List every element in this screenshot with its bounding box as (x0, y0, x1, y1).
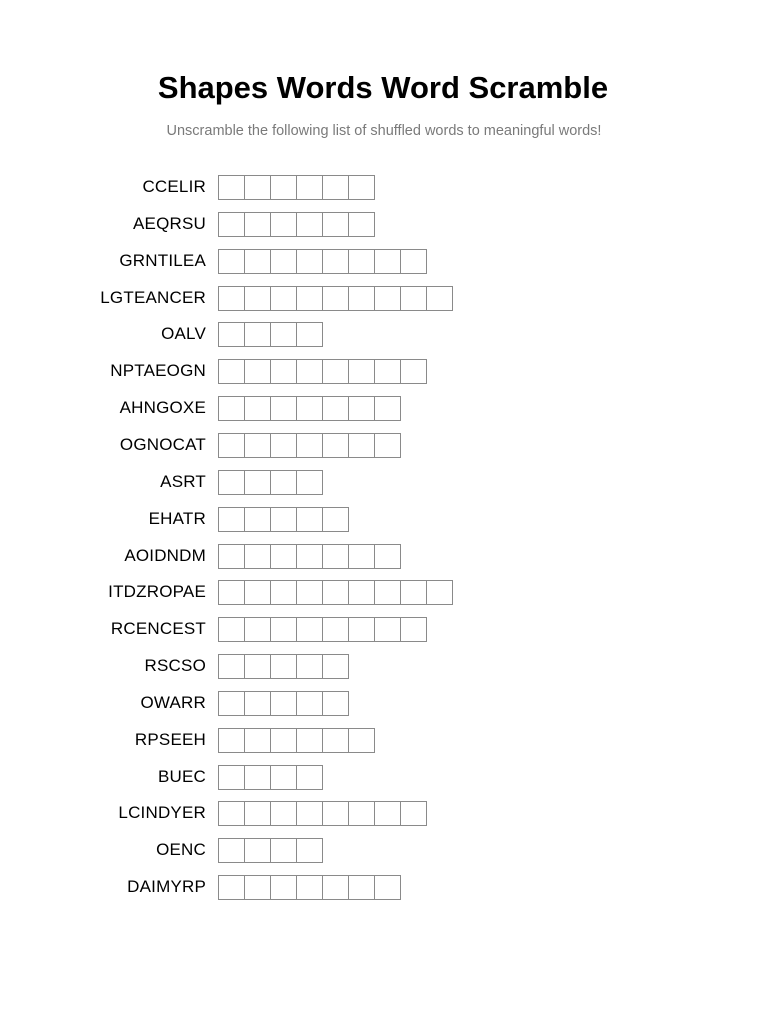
answer-boxes (218, 470, 322, 494)
letter-box[interactable] (270, 875, 297, 900)
letter-box[interactable] (322, 617, 349, 642)
scrambled-word: NPTAEOGN (110, 361, 206, 380)
scrambled-word: DAIMYRP (127, 877, 206, 896)
letter-box[interactable] (374, 433, 401, 458)
letter-box[interactable] (244, 175, 271, 200)
letter-box[interactable] (322, 728, 349, 753)
letter-box[interactable] (270, 617, 297, 642)
letter-box[interactable] (218, 212, 245, 237)
scramble-row (0, 838, 768, 862)
letter-box[interactable] (296, 249, 323, 274)
letter-box[interactable] (374, 801, 401, 826)
letter-box[interactable] (296, 728, 323, 753)
letter-box[interactable] (218, 286, 245, 311)
letter-box[interactable] (218, 175, 245, 200)
letter-box[interactable] (244, 212, 271, 237)
scrambled-word: OENC (156, 840, 206, 859)
answer-boxes (218, 433, 400, 457)
scramble-row (0, 175, 768, 199)
scrambled-word: RSCSO (144, 656, 206, 675)
letter-box[interactable] (244, 544, 271, 569)
answer-boxes (218, 175, 374, 199)
letter-box[interactable] (426, 580, 453, 605)
letter-box[interactable] (244, 359, 271, 384)
letter-box[interactable] (374, 249, 401, 274)
letter-box[interactable] (270, 544, 297, 569)
letter-box[interactable] (296, 617, 323, 642)
letter-box[interactable] (270, 507, 297, 532)
letter-box[interactable] (374, 359, 401, 384)
letter-box[interactable] (374, 544, 401, 569)
scrambled-word: LCINDYER (118, 803, 206, 822)
letter-box[interactable] (296, 507, 323, 532)
answer-boxes (218, 249, 426, 273)
letter-box[interactable] (374, 617, 401, 642)
letter-box[interactable] (374, 396, 401, 421)
letter-box[interactable] (296, 396, 323, 421)
scramble-row (0, 580, 768, 604)
letter-box[interactable] (348, 433, 375, 458)
letter-box[interactable] (348, 249, 375, 274)
letter-box[interactable] (296, 322, 323, 347)
letter-box[interactable] (270, 396, 297, 421)
letter-box[interactable] (400, 580, 427, 605)
scramble-row (0, 765, 768, 789)
answer-boxes (218, 286, 452, 310)
scrambled-word: GRNTILEA (119, 251, 206, 270)
scramble-row (0, 801, 768, 825)
answer-boxes (218, 728, 374, 752)
answer-boxes (218, 544, 400, 568)
scrambled-word: AOIDNDM (124, 546, 206, 565)
letter-box[interactable] (296, 544, 323, 569)
letter-box[interactable] (244, 249, 271, 274)
letter-box[interactable] (270, 286, 297, 311)
letter-box[interactable] (244, 801, 271, 826)
letter-box[interactable] (270, 212, 297, 237)
scramble-row (0, 396, 768, 420)
letter-box[interactable] (270, 249, 297, 274)
letter-box[interactable] (244, 691, 271, 716)
letter-box[interactable] (270, 433, 297, 458)
answer-boxes (218, 359, 426, 383)
letter-box[interactable] (218, 838, 245, 863)
letter-box[interactable] (218, 801, 245, 826)
letter-box[interactable] (322, 691, 349, 716)
letter-box[interactable] (270, 654, 297, 679)
letter-box[interactable] (296, 801, 323, 826)
letter-box[interactable] (270, 322, 297, 347)
letter-box[interactable] (218, 322, 245, 347)
letter-box[interactable] (348, 396, 375, 421)
letter-box[interactable] (322, 580, 349, 605)
letter-box[interactable] (296, 691, 323, 716)
scramble-row (0, 691, 768, 715)
scrambled-word: LGTEANCER (100, 288, 206, 307)
letter-box[interactable] (244, 322, 271, 347)
scrambled-word: AEQRSU (133, 214, 206, 233)
letter-box[interactable] (296, 359, 323, 384)
letter-box[interactable] (296, 875, 323, 900)
letter-box[interactable] (244, 875, 271, 900)
letter-box[interactable] (218, 654, 245, 679)
letter-box[interactable] (296, 433, 323, 458)
letter-box[interactable] (218, 396, 245, 421)
letter-box[interactable] (218, 875, 245, 900)
scrambled-word: AHNGOXE (119, 398, 206, 417)
scrambled-word: OWARR (140, 693, 206, 712)
letter-box[interactable] (322, 544, 349, 569)
scrambled-word: ITDZROPAE (108, 582, 206, 601)
letter-box[interactable] (296, 765, 323, 790)
letter-box[interactable] (322, 396, 349, 421)
letter-box[interactable] (348, 175, 375, 200)
scramble-row (0, 322, 768, 346)
answer-boxes (218, 765, 322, 789)
scramble-row (0, 654, 768, 678)
answer-boxes (218, 507, 348, 531)
letter-box[interactable] (296, 175, 323, 200)
worksheet-instructions: Unscramble the following list of shuffled words to meaningful words! (166, 123, 602, 139)
letter-box[interactable] (218, 470, 245, 495)
letter-box[interactable] (244, 396, 271, 421)
scramble-row (0, 359, 768, 383)
answer-boxes (218, 580, 452, 604)
letter-box[interactable] (218, 507, 245, 532)
letter-box[interactable] (322, 433, 349, 458)
letter-box[interactable] (244, 728, 271, 753)
letter-box[interactable] (322, 175, 349, 200)
letter-box[interactable] (322, 801, 349, 826)
letter-box[interactable] (218, 765, 245, 790)
letter-box[interactable] (400, 801, 427, 826)
letter-box[interactable] (270, 728, 297, 753)
letter-box[interactable] (270, 838, 297, 863)
letter-box[interactable] (296, 838, 323, 863)
scramble-row (0, 286, 768, 310)
letter-box[interactable] (348, 728, 375, 753)
letter-box[interactable] (296, 470, 323, 495)
letter-box[interactable] (322, 507, 349, 532)
letter-box[interactable] (348, 359, 375, 384)
answer-boxes (218, 617, 426, 641)
letter-box[interactable] (270, 765, 297, 790)
letter-box[interactable] (348, 801, 375, 826)
letter-box[interactable] (218, 433, 245, 458)
answer-boxes (218, 838, 322, 862)
scrambled-word: ASRT (160, 472, 206, 491)
letter-box[interactable] (270, 470, 297, 495)
letter-box[interactable] (244, 286, 271, 311)
letter-box[interactable] (244, 507, 271, 532)
letter-box[interactable] (218, 544, 245, 569)
scramble-row (0, 728, 768, 752)
answer-boxes (218, 801, 426, 825)
letter-box[interactable] (244, 617, 271, 642)
letter-box[interactable] (270, 175, 297, 200)
letter-box[interactable] (296, 580, 323, 605)
scrambled-word: OALV (161, 324, 206, 343)
scramble-row (0, 617, 768, 641)
letter-box[interactable] (270, 580, 297, 605)
scrambled-word: OGNOCAT (119, 435, 206, 454)
letter-box[interactable] (296, 212, 323, 237)
scramble-row (0, 875, 768, 899)
letter-box[interactable] (218, 249, 245, 274)
letter-box[interactable] (322, 359, 349, 384)
letter-box[interactable] (296, 286, 323, 311)
letter-box[interactable] (270, 801, 297, 826)
letter-box[interactable] (322, 875, 349, 900)
letter-box[interactable] (244, 765, 271, 790)
letter-box[interactable] (244, 470, 271, 495)
letter-box[interactable] (400, 249, 427, 274)
letter-box[interactable] (348, 580, 375, 605)
letter-box[interactable] (244, 433, 271, 458)
letter-box[interactable] (244, 838, 271, 863)
letter-box[interactable] (244, 654, 271, 679)
letter-box[interactable] (218, 359, 245, 384)
letter-box[interactable] (374, 875, 401, 900)
scrambled-word: CCELIR (142, 177, 206, 196)
answer-boxes (218, 212, 374, 236)
scrambled-word: BUEC (157, 767, 206, 786)
letter-box[interactable] (400, 359, 427, 384)
scramble-row (0, 507, 768, 531)
answer-boxes (218, 654, 348, 678)
answer-boxes (218, 691, 348, 715)
letter-box[interactable] (348, 286, 375, 311)
letter-box[interactable] (426, 286, 453, 311)
worksheet-title: Shapes Words Word Scramble (157, 70, 609, 105)
letter-box[interactable] (322, 212, 349, 237)
letter-box[interactable] (218, 580, 245, 605)
scrambled-word: RPSEEH (134, 730, 206, 749)
letter-box[interactable] (244, 580, 271, 605)
scramble-row (0, 212, 768, 236)
letter-box[interactable] (270, 359, 297, 384)
scramble-row (0, 470, 768, 494)
letter-box[interactable] (348, 544, 375, 569)
letter-box[interactable] (218, 617, 245, 642)
letter-box[interactable] (296, 654, 323, 679)
letter-box[interactable] (322, 286, 349, 311)
letter-box[interactable] (322, 654, 349, 679)
letter-box[interactable] (348, 875, 375, 900)
letter-box[interactable] (270, 691, 297, 716)
answer-boxes (218, 875, 400, 899)
letter-box[interactable] (322, 249, 349, 274)
letter-box[interactable] (400, 617, 427, 642)
answer-boxes (218, 322, 322, 346)
letter-box[interactable] (218, 728, 245, 753)
letter-box[interactable] (218, 691, 245, 716)
answer-boxes (218, 396, 400, 420)
letter-box[interactable] (374, 580, 401, 605)
letter-box[interactable] (374, 286, 401, 311)
scramble-row (0, 433, 768, 457)
scrambled-word: EHATR (148, 509, 206, 528)
scramble-row (0, 544, 768, 568)
scrambled-word: RCENCEST (110, 619, 206, 638)
scramble-row (0, 249, 768, 273)
letter-box[interactable] (348, 617, 375, 642)
letter-box[interactable] (400, 286, 427, 311)
letter-box[interactable] (348, 212, 375, 237)
